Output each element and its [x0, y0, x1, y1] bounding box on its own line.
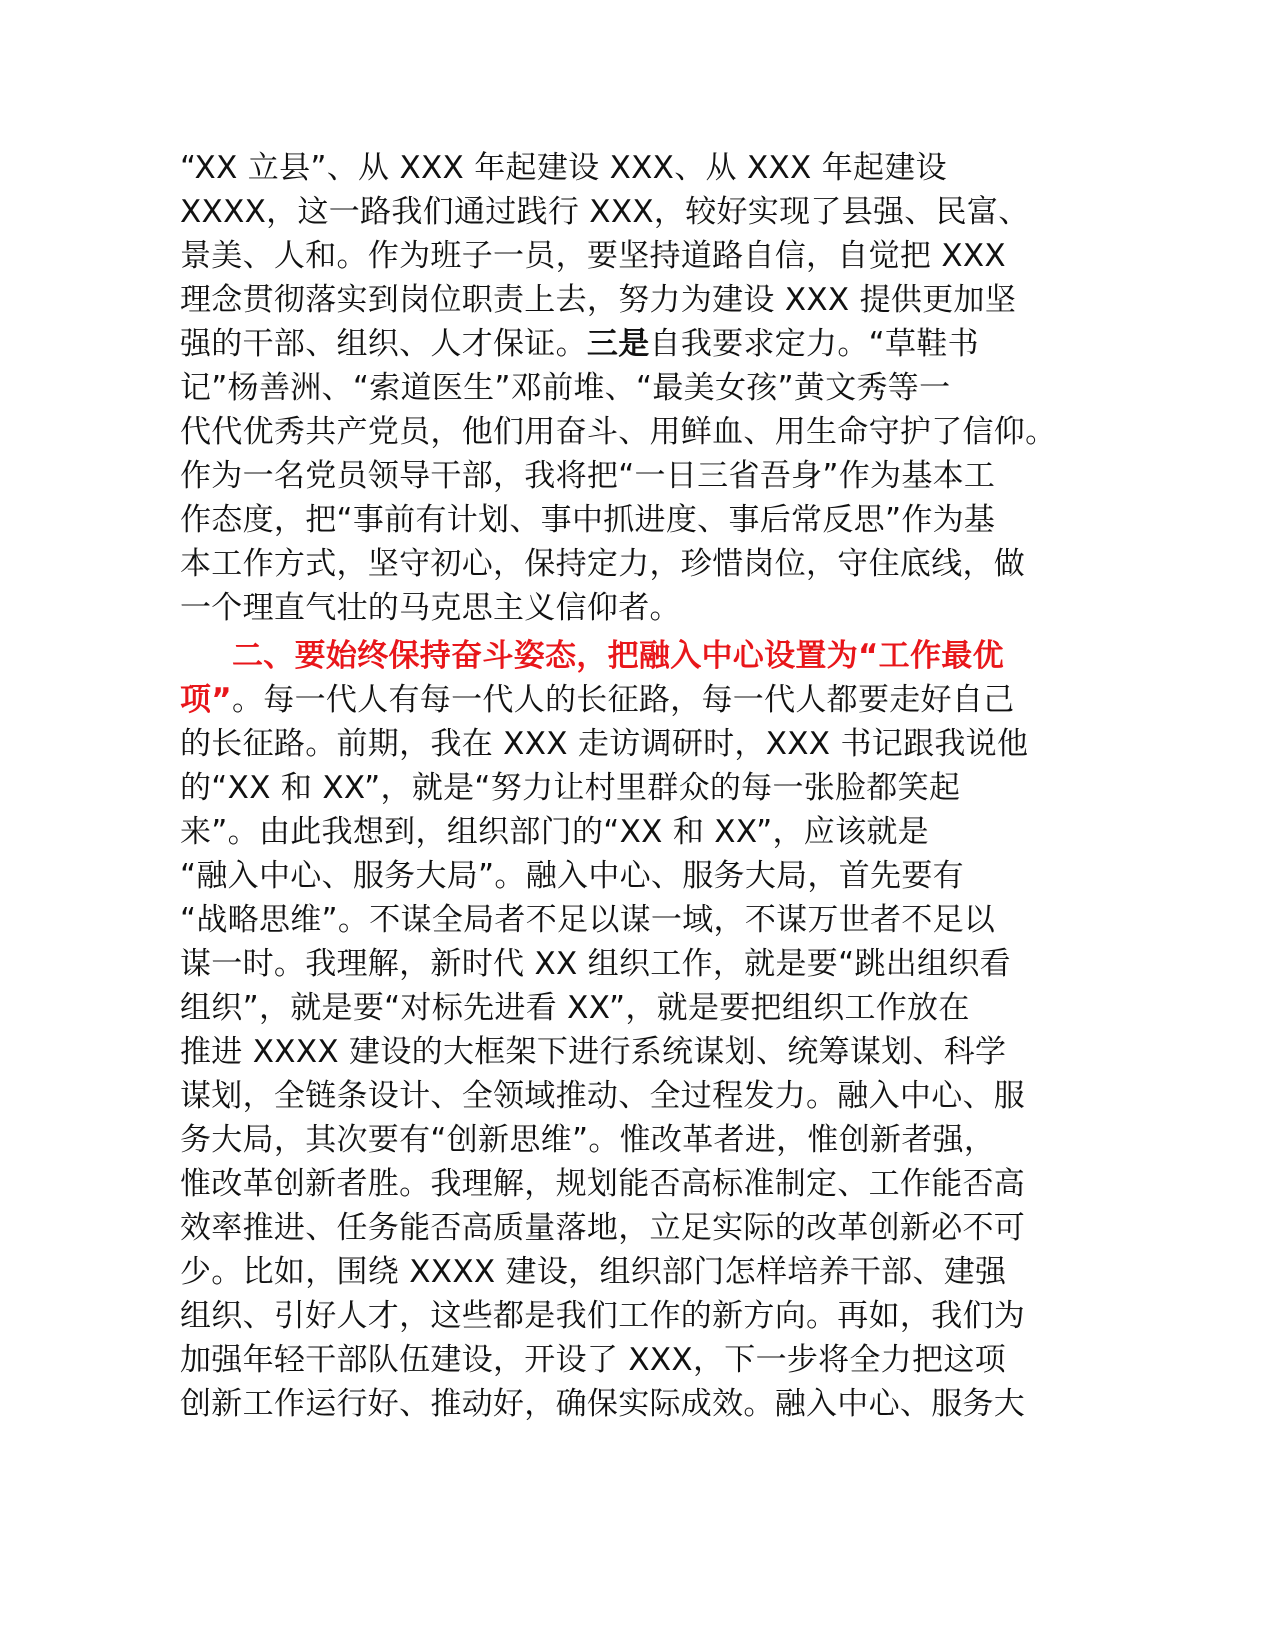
text-line: 记”杨善洲、“索道医生”邓前堆、“最美女孩”黄文秀等一 [180, 370, 951, 406]
text-line: 效率推进、任务能否高质量落地，立足实际的改革创新必不可 [180, 1210, 1026, 1246]
text-line: XXXX，这一路我们通过践行 XXX，较好实现了县强、民富、 [180, 194, 1030, 230]
text-line: 景美、人和。作为班子一员，要坚持道路自信，自觉把 XXX [180, 238, 1006, 274]
text-line: 惟改革创新者胜。我理解，规划能否高标准制定、工作能否高 [180, 1166, 1026, 1202]
text-line-mixed [180, 678, 1080, 722]
text-line: 的“XX 和 XX”，就是“努力让村里群众的每一张脸都笑起 [180, 770, 961, 806]
text-line-mixed [180, 322, 1080, 366]
text-line: 作为一名党员领导干部，我将把“一日三省吾身”作为基本工 [180, 458, 996, 494]
text-line: “战略思维”。不谋全局者不足以谋一域，不谋万世者不足以 [180, 902, 996, 938]
text-line: 组织、引好人才，这些都是我们工作的新方向。再如，我们为 [180, 1298, 1026, 1334]
text-line: 的长征路。前期，我在 XXX 走访调研时，XXX 书记跟我说他 [180, 726, 1029, 762]
text-line: 谋一时。我理解，新时代 XX 组织工作，就是要“跳出组织看 [180, 946, 1011, 982]
text-line: 作态度，把“事前有计划、事中抓进度、事后常反思”作为基 [180, 502, 996, 538]
text-line: 务大局，其次要有“创新思维”。惟改革者进，惟创新者强， [180, 1122, 996, 1158]
text-line: 加强年轻干部队伍建设，开设了 XXX，下一步将全力把这项 [180, 1342, 1006, 1378]
text-line: 本工作方式，坚守初心，保持定力，珍惜岗位，守住底线，做 [180, 546, 1026, 582]
text-line: 一个理直气壮的马克思主义信仰者。 [180, 590, 681, 626]
text-line: 谋划，全链条设计、全领域推动、全过程发力。融入中心、服 [180, 1078, 1026, 1114]
text-line: 少。比如，围绕 XXXX 建设，组织部门怎样培养干部、建强 [180, 1254, 1007, 1290]
bold-marker-sanshi: 三是 [586, 326, 650, 362]
text-line: 理念贯彻落实到岗位职责上去，努力为建设 XXX 提供更加坚 [180, 282, 1017, 318]
text-line: “融入中心、服务大局”。融入中心、服务大局，首先要有 [180, 858, 964, 894]
text-line: 组织”，就是要“对标先进看 XX”，就是要把组织工作放在 [180, 990, 970, 1026]
text-line: 创新工作运行好、推动好，确保实际成效。融入中心、服务大 [180, 1386, 1026, 1422]
text-run: 。每一代人有每一代人的长征路，每一代人都要走好自己 [231, 682, 1015, 718]
text-line: “XX 立县”、从 XXX 年起建设 XXX、从 XXX 年起建设 [180, 150, 947, 186]
text-run: 自我要求定力。“草鞋书 [649, 326, 979, 362]
text-line: 来”。由此我想到，组织部门的“XX 和 XX”，应该就是 [180, 814, 929, 850]
text-line: 代代优秀共产党员，他们用奋斗、用鲜血、用生命守护了信仰。 [180, 414, 1057, 450]
section-heading-tail: 项” [180, 682, 232, 718]
section-heading: 二、要始终保持奋斗姿态，把融入中心设置为“工作最优 [232, 638, 1004, 674]
text-run: 强的干部、组织、人才保证。 [180, 326, 587, 362]
text-line: 推进 XXXX 建设的大框架下进行系统谋划、统筹谋划、科学 [180, 1034, 1007, 1070]
